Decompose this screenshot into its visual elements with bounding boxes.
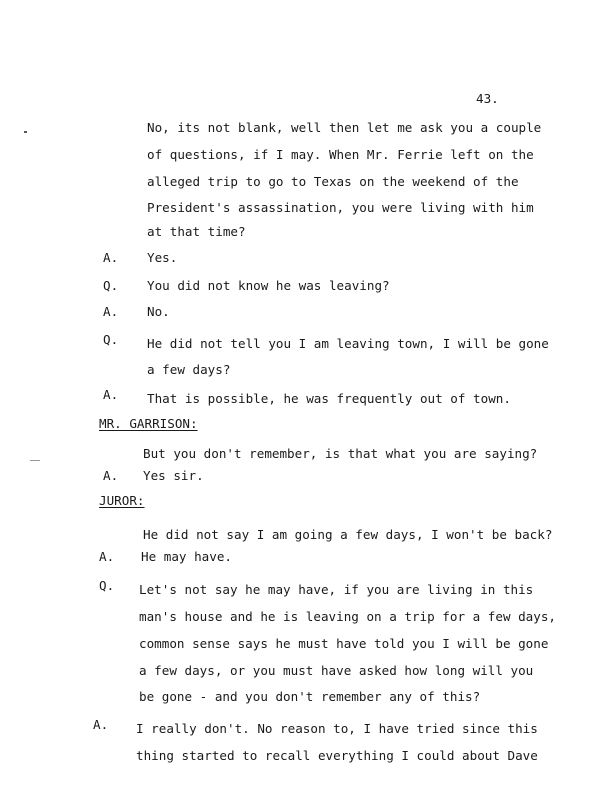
transcript-line: Yes.	[147, 250, 178, 265]
transcript-line: But you don't remember, is that what you are saying?	[143, 446, 538, 461]
answer-label: A.	[93, 717, 109, 732]
speaker-heading-juror: JUROR:	[99, 493, 145, 508]
transcript-line: That is possible, he was frequently out of town.	[147, 391, 511, 406]
answer-label: A.	[103, 250, 119, 265]
transcript-line: common sense says he must have told you I will be gone	[139, 636, 549, 651]
transcript-line: You did not know he was leaving?	[147, 278, 390, 293]
transcript-line: Yes sir.	[143, 468, 204, 483]
transcript-line: at that time?	[147, 224, 246, 239]
transcript-line: of questions, if I may. When Mr. Ferrie left on the	[147, 147, 534, 162]
transcript-line: I really don't. No reason to, I have tried since this	[136, 721, 538, 736]
transcript-line: He did not tell you I am leaving town, I will be gone	[147, 336, 549, 351]
transcript-line: thing started to recall everything I could about Dave	[136, 748, 538, 763]
question-label: Q.	[103, 332, 119, 347]
transcript-line: President's assassination, you were living with him	[147, 200, 534, 215]
question-label: Q.	[99, 578, 115, 593]
transcript-line: Let's not say he may have, if you are living in this	[139, 582, 534, 597]
transcript-line: alleged trip to go to Texas on the weekend of the	[147, 174, 519, 189]
question-label: Q.	[103, 278, 119, 293]
transcript-line: a few days, or you must have asked how long will you	[139, 663, 534, 678]
transcript-line: He may have.	[141, 549, 232, 564]
margin-mark	[24, 131, 27, 133]
speaker-heading-garrison: MR. GARRISON:	[99, 416, 198, 431]
page-number: 43.	[476, 91, 499, 106]
answer-label: A.	[103, 468, 119, 483]
transcript-line: He did not say I am going a few days, I won't be back?	[143, 527, 553, 542]
transcript-line: man's house and he is leaving on a trip for a few days,	[139, 609, 557, 624]
answer-label: A.	[103, 387, 119, 402]
transcript-line: No.	[147, 304, 170, 319]
answer-label: A.	[99, 549, 115, 564]
transcript-line: a few days?	[147, 362, 231, 377]
answer-label: A.	[103, 304, 119, 319]
margin-mark	[30, 460, 40, 461]
transcript-line: be gone - and you don't remember any of this?	[139, 689, 481, 704]
transcript-line: No, its not blank, well then let me ask you a couple	[147, 120, 542, 135]
